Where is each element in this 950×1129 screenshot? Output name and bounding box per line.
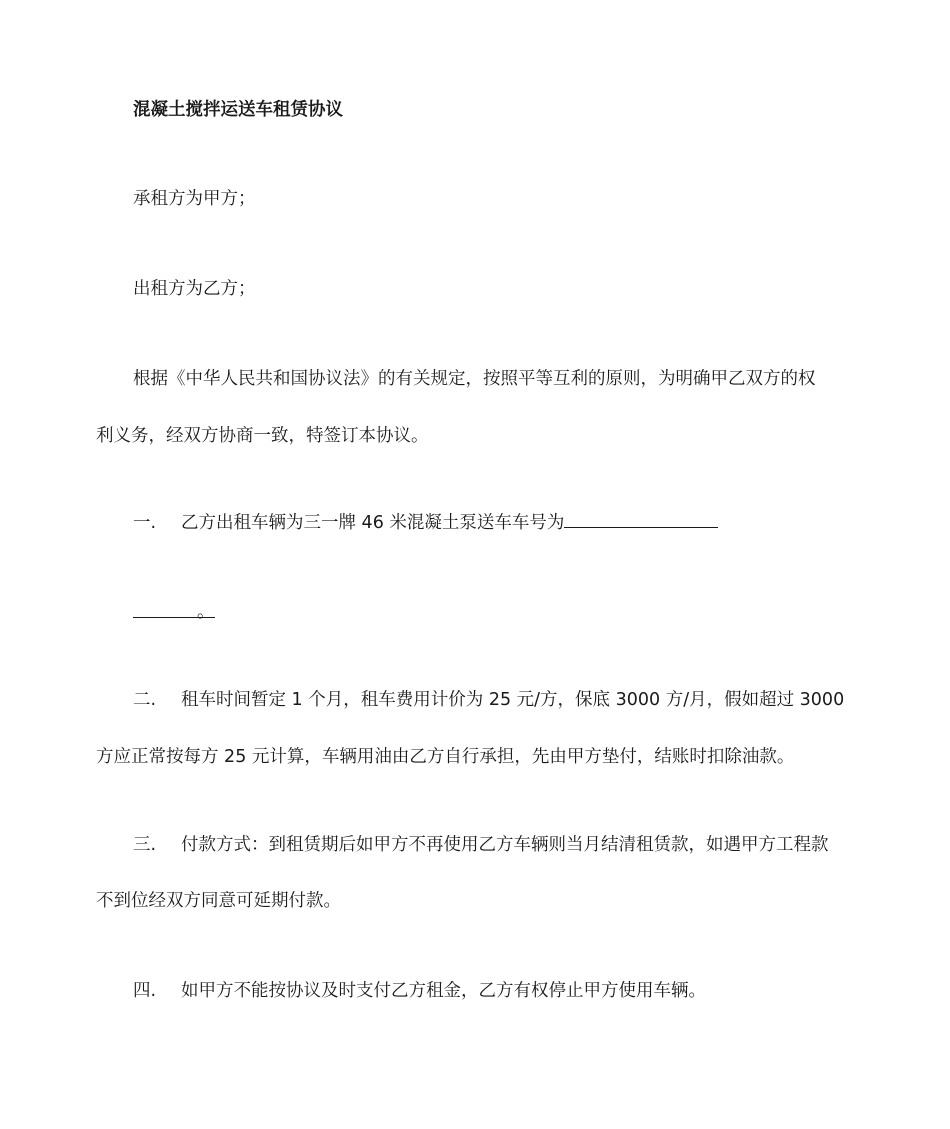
clause-1-continuation <box>133 600 215 625</box>
clause-4 <box>133 979 706 1003</box>
clause-1 <box>133 510 718 535</box>
clause-4-number: 四. <box>133 981 157 1001</box>
clause-1-end: 。 <box>197 602 215 622</box>
lessor-line: 出租方为乙方； <box>133 279 256 299</box>
intro-paragraph-line-1: 根据《中华人民共和国协议法》的有关规定，按照平等互利的原则，为明确甲乙双方的权 <box>133 369 816 389</box>
intro-paragraph-line-2: 利义务，经双方协商一致，特签订本协议。 <box>96 426 429 446</box>
clause-1-number: 一. <box>133 513 157 533</box>
clause-3-line-1 <box>133 833 829 857</box>
lessee-line: 承租方为甲方； <box>133 189 256 209</box>
vehicle-number-blank <box>564 510 718 528</box>
clause-3-line-2: 不到位经双方同意可延期付款。 <box>96 891 341 911</box>
vehicle-number-blank-continued <box>133 600 215 622</box>
clause-3-text-1: 付款方式：到租赁期后如甲方不再使用乙方车辆则当月结清租赁款，如遇甲方工程款 <box>181 835 829 855</box>
clause-2-number: 二. <box>133 690 157 710</box>
clause-3-number: 三. <box>133 835 157 855</box>
document-title: 混凝土搅拌运送车租赁协议 <box>133 100 343 120</box>
clause-2-line-1 <box>133 688 844 712</box>
clause-2-line-2: 方应正常按每方 25 元计算，车辆用油由乙方自行承担，先由甲方垫付，结账时扣除油款。 <box>96 747 795 767</box>
clause-2-text-1: 租车时间暂定 1 个月，租车费用计价为 25 元/方，保底 3000 方/月，假如超过 3000 <box>181 690 845 710</box>
clause-4-text: 如甲方不能按协议及时支付乙方租金，乙方有权停止甲方使用车辆。 <box>181 981 706 1001</box>
clause-1-text: 乙方出租车辆为三一牌 46 米混凝土泵送车车号为 <box>181 513 565 533</box>
